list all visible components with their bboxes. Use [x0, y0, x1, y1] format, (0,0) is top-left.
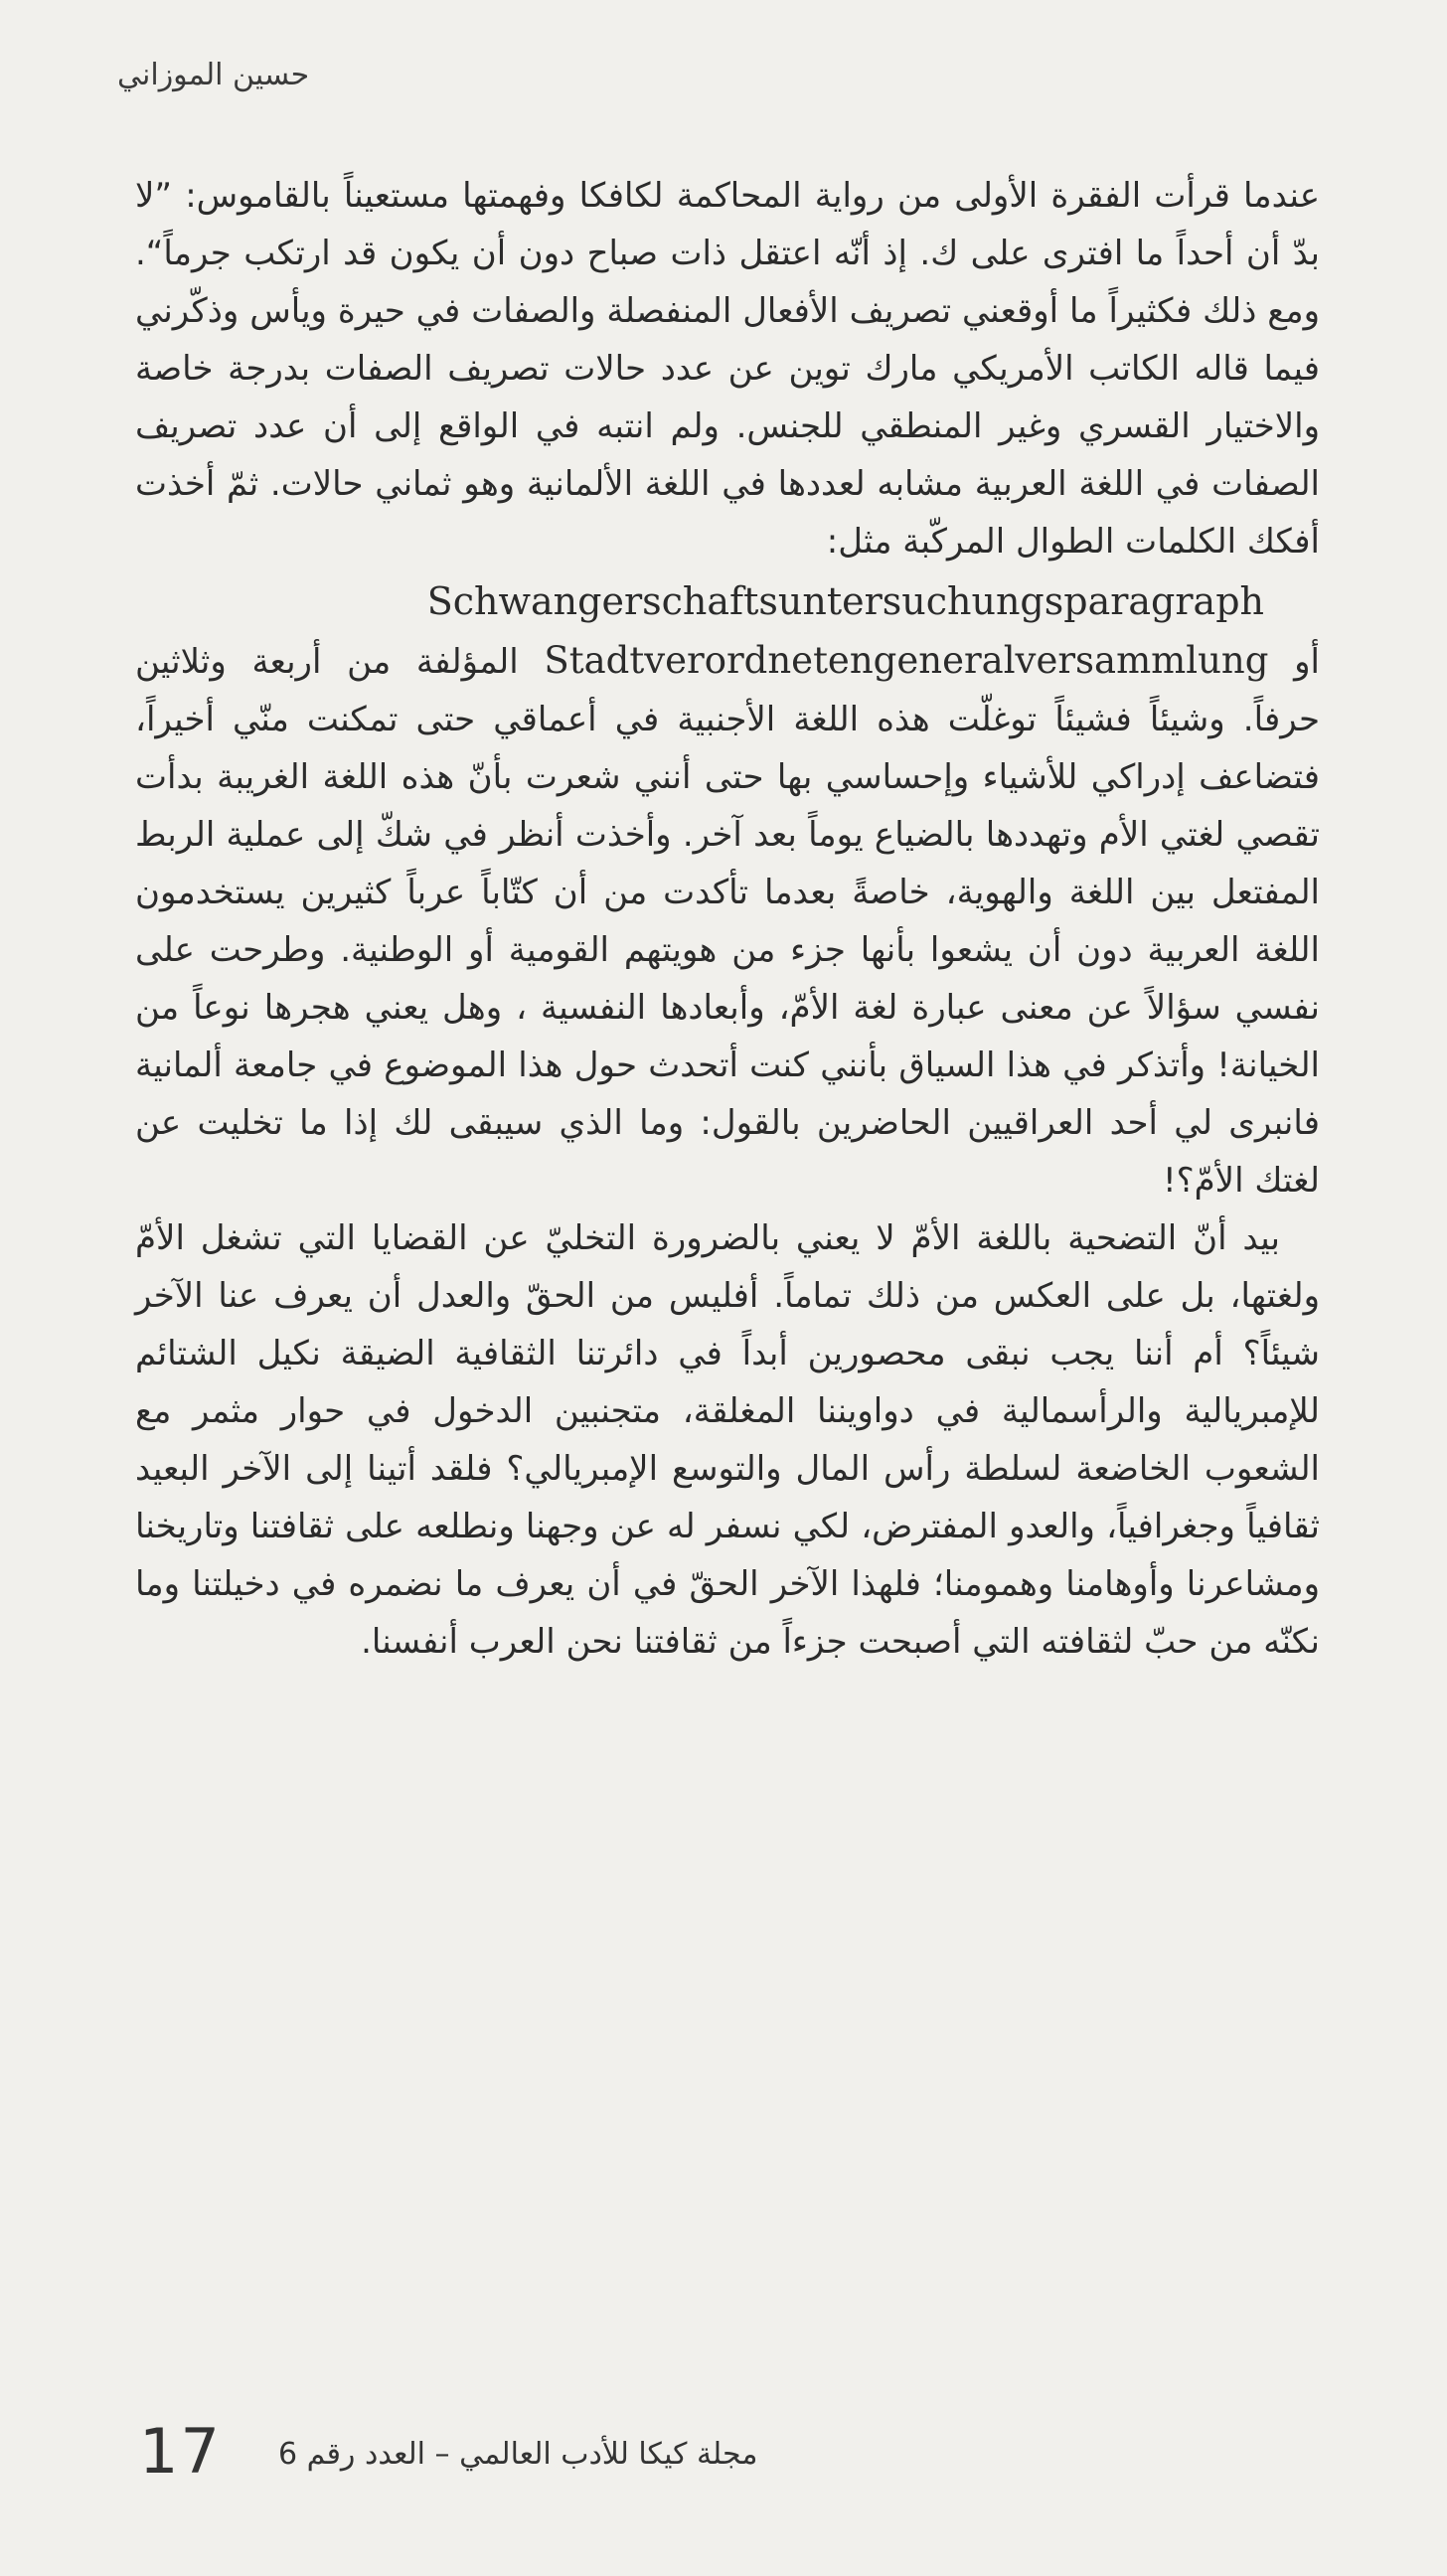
long-german-word-2: Stadtverordnetengeneralversammlung	[544, 639, 1269, 682]
long-german-word-1: Schwangerschaftsuntersuchungsparagraph	[426, 579, 1264, 623]
page-number: 17	[139, 2415, 222, 2488]
paragraph-1: عندما قرأت الفقرة الأولى من رواية المحاكمة لكافكا وفهمتها مستعيناً بالقاموس: ”لا بدّ أن أحداً ما افترى على ك. إذ أنّه اعتقل ذات صباح دون أن يكون قد ارتكب جرماً“. ومع ذلك فكثيراً ما أوقعني تصريف الأفعال المنفصلة والصفات في حيرة ويأس وذكّرني فيما قاله الكاتب الأمريكي مارك توين عن عدد حالات تصريف الصفات بدرجة خاصة والاختيار القسري وغير المنطقي للجنس. ولم انتبه في الواقع إلى أن عدد تصريف الصفات في اللغة العربية مشابه لعددها في اللغة الألمانية وهو ثماني حالات. ثمّ أخذت أفكك الكلمات الطوال المركّبة مثل:	[135, 176, 1320, 562]
paragraph-2-prefix: أو	[1294, 642, 1320, 682]
journal-issue-line: مجلة كيكا للأدب العالمي – العدد رقم 6	[278, 2437, 758, 2472]
paragraph-2	[135, 632, 1320, 1209]
author-running-head: حسين الموزاني	[117, 58, 310, 92]
paragraph-2-text: المؤلفة من أربعة وثلاثين حرفاً. وشيئاً فشيئاً توغلّت هذه اللغة الأجنبية في أعماقي حتى تمكنت منّي أخيراً، فتضاعف إدراكي للأشياء وإحساسي بها حتى أنني شعرت بأنّ هذه اللغة الغريبة بدأت تقصي لغتي الأم وتهددها بالضياع يوماً بعد آخر. وأخذت أنظر في شكّ إلى عملية الربط المفتعل بين اللغة والهوية، خاصةً بعدما تأكدت من أن كتّاباً عرباً كثيرين يستخدمون اللغة العربية دون أن يشعوا بأنها جزء من هويتهم القومية أو الوطنية. وطرحت على نفسي سؤالاً عن معنى عبارة لغة الأمّ، وأبعادها النفسية ، وهل يعني هجرها نوعاً من الخيانة! وأتذكر في هذا السياق بأنني كنت أتحدث حول هذا الموضوع في جامعة ألمانية فانبرى لي أحد العراقيين الحاضرين بالقول: وما الذي سيبقى لك إذا ما تخليت عن لغتك الأمّ؟!	[135, 642, 1320, 1201]
article-body	[135, 167, 1320, 1671]
page-footer	[139, 2415, 835, 2504]
paragraph-3: بيد أنّ التضحية باللغة الأمّ لا يعني بالضرورة التخليّ عن القضايا التي تشغل الأمّ ولغتها، بل على العكس من ذلك تماماً. أفليس من الحقّ والعدل أن يعرف عنا الآخر شيئاً؟ أم أننا يجب نبقى محصورين أبداً في دائرتنا الثقافية الضيقة نكيل الشتائم للإمبريالية والرأسمالية في دواويننا المغلقة، متجنبين الدخول في حوار مثمر مع الشعوب الخاضعة لسلطة رأس المال والتوسع الإمبريالي؟ فلقد أتينا إلى الآخر البعيد ثقافياً وجغرافياً، والعدو المفترض، لكي نسفر له عن وجهنا ونطلعه على ثقافتنا وتاريخنا ومشاعرنا وأوهامنا وهمومنا؛ فلهذا الآخر الحقّ في أن يعرف ما نضمره في دخيلتنا وما نكنّه من حبّ لثقافته التي أصبحت جزءاً من ثقافتنا نحن العرب أنفسنا.	[135, 1218, 1320, 1662]
